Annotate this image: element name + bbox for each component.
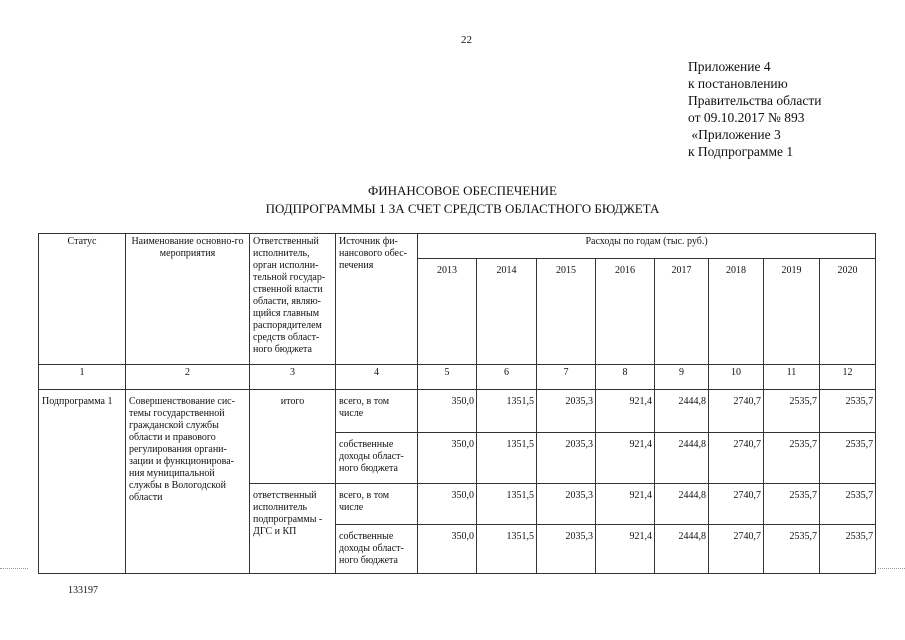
status-cell: Подпрограмма 1 [39, 390, 126, 574]
column-index: 7 [537, 365, 596, 390]
value-cell: 350,0 [418, 484, 477, 525]
source-cell: собственные доходы област-ного бюджета [336, 525, 418, 574]
annex-line: Приложение 4 [688, 59, 771, 74]
column-index: 10 [709, 365, 764, 390]
document-code: 133197 [68, 585, 98, 596]
header-year: 2019 [764, 259, 820, 365]
source-cell: всего, в том числе [336, 390, 418, 433]
scan-edge-line [878, 568, 905, 569]
annex-line: к Подпрограмме 1 [688, 144, 794, 159]
column-index: 8 [596, 365, 655, 390]
value-cell: 2740,7 [709, 484, 764, 525]
value-cell: 1351,5 [477, 433, 537, 484]
header-year: 2018 [709, 259, 764, 365]
header-year: 2014 [477, 259, 537, 365]
header-year: 2015 [537, 259, 596, 365]
financing-table [38, 233, 876, 574]
value-cell: 921,4 [596, 433, 655, 484]
value-cell: 2444,8 [655, 525, 709, 574]
value-cell: 2535,7 [764, 433, 820, 484]
value-cell: 2444,8 [655, 433, 709, 484]
value-cell: 921,4 [596, 484, 655, 525]
header-year: 2013 [418, 259, 477, 365]
header-year: 2017 [655, 259, 709, 365]
value-cell: 1351,5 [477, 390, 537, 433]
header-executor: Ответственный исполнитель, орган исполни-тельной государ-ственной власти области, являю-щийся главным распорядителем средств област-ного бюджета [250, 234, 336, 365]
value-cell: 350,0 [418, 390, 477, 433]
annex-block [688, 58, 821, 160]
value-cell: 921,4 [596, 390, 655, 433]
value-cell: 2444,8 [655, 390, 709, 433]
value-cell: 2535,7 [820, 390, 876, 433]
annex-line: Правительства области [688, 93, 822, 108]
scan-edge-line [0, 568, 28, 569]
value-cell: 2035,3 [537, 433, 596, 484]
value-cell: 1351,5 [477, 484, 537, 525]
column-index: 5 [418, 365, 477, 390]
column-index: 9 [655, 365, 709, 390]
header-row [39, 234, 876, 259]
value-cell: 2535,7 [820, 525, 876, 574]
value-cell: 2740,7 [709, 525, 764, 574]
value-cell: 2035,3 [537, 390, 596, 433]
annex-line: к постановлению [688, 76, 788, 91]
column-index: 4 [336, 365, 418, 390]
column-index: 1 [39, 365, 126, 390]
document-title-line-2: ПОДПРОГРАММЫ 1 ЗА СЧЕТ СРЕДСТВ ОБЛАСТНОГО БЮДЖЕТА [265, 201, 660, 216]
source-cell: собственные доходы област-ного бюджета [336, 433, 418, 484]
value-cell: 2035,3 [537, 484, 596, 525]
column-index: 12 [820, 365, 876, 390]
value-cell: 350,0 [418, 525, 477, 574]
annex-line: «Приложение 3 [688, 127, 781, 142]
header-year: 2020 [820, 259, 876, 365]
value-cell: 350,0 [418, 433, 477, 484]
header-expenses: Расходы по годам (тыс. руб.) [418, 234, 876, 259]
header-name: Наименование основно-го мероприятия [126, 234, 250, 365]
activity-name-cell: Совершенствование сис-темы государственной гражданской службы области и правового регулирования органи-зации и функционирова-ния муниципальной службы в Вологодской области [126, 390, 250, 574]
page-number: 22 [461, 34, 472, 46]
column-index-row [39, 365, 876, 390]
column-index: 11 [764, 365, 820, 390]
value-cell: 2740,7 [709, 390, 764, 433]
value-cell: 2535,7 [820, 433, 876, 484]
column-index: 6 [477, 365, 537, 390]
column-index: 3 [250, 365, 336, 390]
source-cell: всего, в том числе [336, 484, 418, 525]
column-index: 2 [126, 365, 250, 390]
annex-line: от 09.10.2017 № 893 [688, 110, 805, 125]
value-cell: 1351,5 [477, 525, 537, 574]
value-cell: 2035,3 [537, 525, 596, 574]
table-row [39, 390, 876, 433]
executor-cell: ответственный исполнитель подпрограммы - ДГС и КП [250, 484, 336, 574]
executor-cell: итого [250, 390, 336, 484]
value-cell: 2535,7 [764, 525, 820, 574]
value-cell: 2535,7 [764, 484, 820, 525]
value-cell: 921,4 [596, 525, 655, 574]
value-cell: 2535,7 [820, 484, 876, 525]
header-year: 2016 [596, 259, 655, 365]
value-cell: 2535,7 [764, 390, 820, 433]
header-source: Источник фи-нансового обес-печения [336, 234, 418, 365]
value-cell: 2444,8 [655, 484, 709, 525]
document-title-line-1: ФИНАНСОВОЕ ОБЕСПЕЧЕНИЕ [367, 183, 558, 198]
header-status: Статус [39, 234, 126, 365]
value-cell: 2740,7 [709, 433, 764, 484]
